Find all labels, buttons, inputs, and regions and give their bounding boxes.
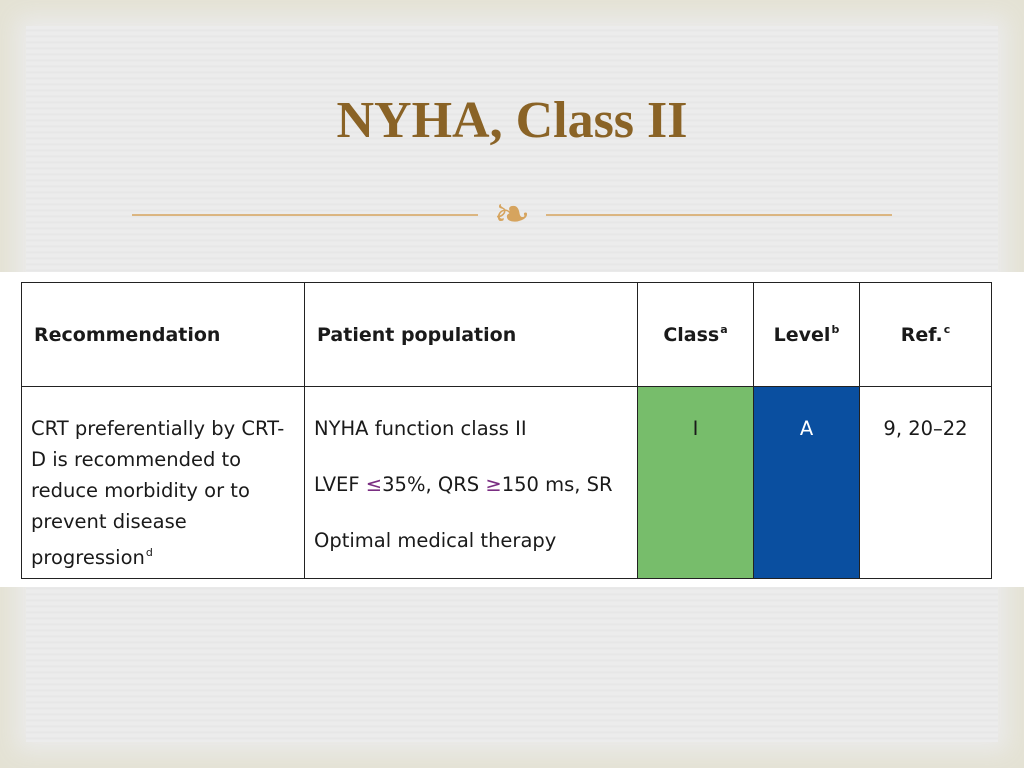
header-level-footnote: b [831,323,840,336]
recommendation-table-panel [0,272,1024,587]
population-line-nyha: NYHA function class II [314,417,527,440]
table-row [22,387,992,579]
header-ref-label: Ref. [900,324,943,346]
header-level-label: Level [773,324,831,346]
less-equal-symbol: ≤ [365,473,383,496]
header-ref [860,283,992,387]
lvef-label: LVEF [314,473,366,496]
header-level [754,283,860,387]
header-class-label: Class [663,324,720,346]
reference-cell: 9, 20–22 [860,387,992,579]
header-recommendation: Recommendation [22,283,305,387]
table-header-row [22,283,992,387]
patient-population-cell [305,387,638,579]
header-ref-footnote: c [943,323,951,336]
title-divider [132,191,892,241]
population-line-therapy: Optimal medical therapy [314,529,557,552]
header-patient-population: Patient population [305,283,638,387]
greater-equal-symbol: ≥ [485,473,502,496]
recommendation-footnote: d [145,546,153,559]
recommendation-table [21,282,992,579]
slide-title: NYHA, Class II [336,92,688,149]
header-class [638,283,754,387]
fleuron-icon: ❧ [493,191,531,240]
qrs-sr-text: 150 ms, SR [501,473,613,496]
level-cell: A [754,387,860,579]
lvef-qrs-text: 35%, QRS [382,473,486,496]
class-cell: I [638,387,754,579]
population-line-lvef [314,469,627,500]
recommendation-text: CRT preferentially by CRT-D is recommended to reduce morbidity or to prevent disease progression [31,417,285,569]
header-class-footnote: a [720,323,728,336]
recommendation-cell [22,387,305,579]
